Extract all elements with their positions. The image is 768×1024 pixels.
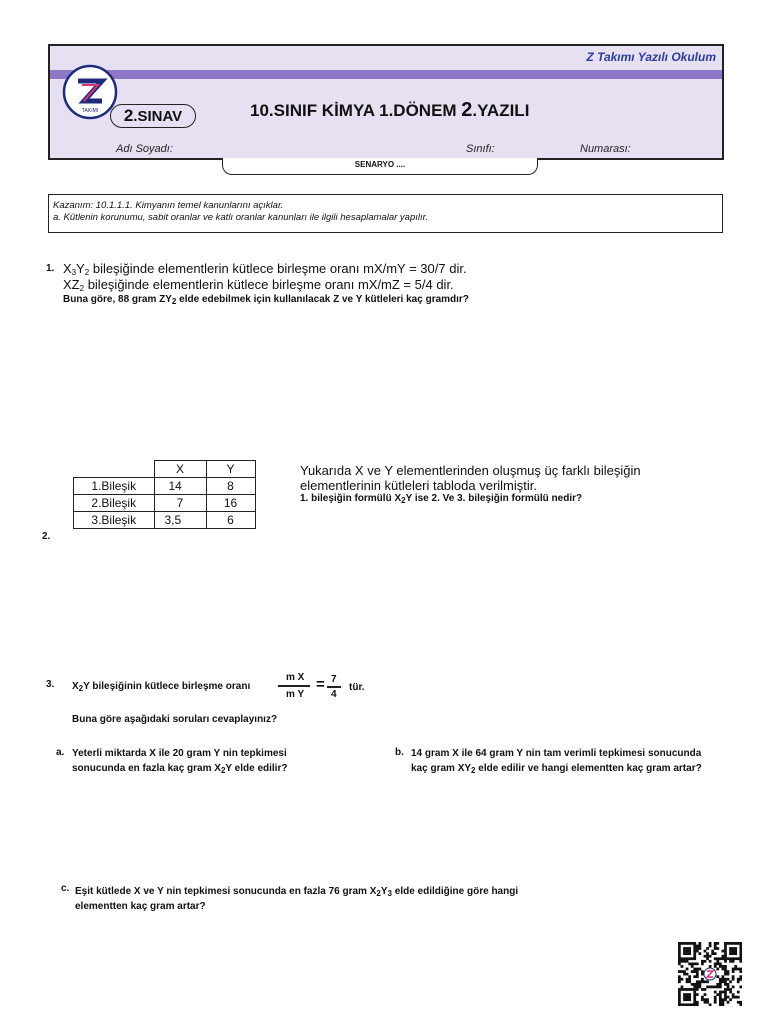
class-label: Sınıfı: [466, 143, 495, 155]
fraction-denominator: m Y [286, 689, 305, 700]
school-name: Z Takımı Yazılı Okulum [586, 50, 716, 64]
question-3c-line-2: elementten kaç gram artar? [75, 901, 206, 912]
page-title: 10.SINIF KİMYA 1.DÖNEM 2.YAZILI [250, 99, 530, 121]
mass-table [73, 460, 256, 529]
question-1-number: 1. [46, 263, 55, 274]
name-label: Adı Soyadı: [116, 143, 173, 155]
question-1-line-2: $XZ_2$ bileşiğinde elementlerin kütlece birleşme oranı mX/mZ = 5/4 dir. [63, 277, 454, 293]
tur-suffix: tür. [349, 682, 365, 693]
table-row: 3.Bileşik 3,5 6 [74, 512, 256, 529]
question-2-prompt: 1. bileşiğin formülü $X_2Y$ ise 2. Ve 3. bileşiğin formülü nedir? [300, 493, 583, 505]
table-row: 2.Bileşik 7 16 [74, 495, 256, 512]
question-3c-line-1: Eşit kütlede X ve Y nin tepkimesi sonucunda en fazla 76 gram $X_2Y_3$ elde edildiğine göre hangi [75, 886, 519, 898]
question-3c-label: c. [61, 883, 70, 894]
mass-table-wrap [73, 460, 256, 529]
number-label: Numarası: [580, 143, 631, 155]
question-3a-line-1: Yeterli miktarda X ile 20 gram Y nin tepkimesi [72, 748, 287, 759]
table-header-y: Y [206, 461, 255, 478]
ratio-denominator: 4 [331, 689, 337, 700]
question-2-text-2: elementlerinin kütleleri tabloda verilmiştir. [300, 478, 537, 493]
qr-code [678, 942, 742, 1006]
question-2-number: 2. [42, 531, 51, 542]
question-3-number: 3. [46, 679, 55, 690]
scenario-tab: SENARYO .... [222, 158, 538, 175]
learning-outcome-box [48, 194, 723, 233]
fraction-numerator: m X [286, 672, 305, 683]
question-2-text-1: Yukarıda X ve Y elementlerinden oluşmuş üç farklı bileşiğin [300, 463, 641, 478]
question-1-line-1: $X_3Y_2$ bileşiğinde elementlerin kütlece birleşme oranı mX/mY = 30/7 dir. [63, 261, 467, 277]
question-3b-line-1: 14 gram X ile 64 gram Y nin tam verimli tepkimesi sonucunda [411, 748, 702, 759]
question-3a-label: a. [56, 747, 65, 758]
outcome-line-1: Kazanım: 10.1.1.1. Kimyanın temel kanunlarını açıklar. [53, 200, 284, 211]
question-3b-line-2: kaç gram $XY_2$ elde edilir ve hangi elementten kaç gram artar? [411, 763, 702, 775]
question-1-prompt: Buna göre, 88 gram $ZY_2$ elde edebilmek için kullanılacak Z ve Y kütleleri kaç gramdır? [63, 294, 469, 306]
exam-label: .SINAV [133, 108, 183, 125]
exam-number: 2 [123, 106, 134, 125]
logo-caption: TAKIMI [81, 108, 99, 114]
question-3a-line-2: sonucunda en fazla kaç gram $X_2Y$ elde edilir? [72, 763, 288, 775]
ratio-bar [327, 686, 341, 688]
outcome-line-2: a. Kütlenin korunumu, sabit oranlar ve katlı oranlar kanunları ile ilgili hesaplamalar yapılır. [53, 212, 429, 223]
fraction-bar [278, 685, 310, 687]
ratio-numerator: 7 [331, 674, 337, 685]
question-3-intro: $X_2Y$ bileşiğinin kütlece birleşme oranı [72, 681, 251, 693]
header-stripe [50, 70, 722, 79]
exam-badge [110, 104, 196, 128]
table-header-x: X [154, 461, 206, 478]
table-row: 1.Bileşik 14 8 [74, 478, 256, 495]
question-3-prompt: Buna göre aşağıdaki soruları cevaplayınız? [72, 714, 278, 725]
question-3b-label: b. [395, 747, 404, 758]
equals-sign: = [316, 676, 325, 693]
